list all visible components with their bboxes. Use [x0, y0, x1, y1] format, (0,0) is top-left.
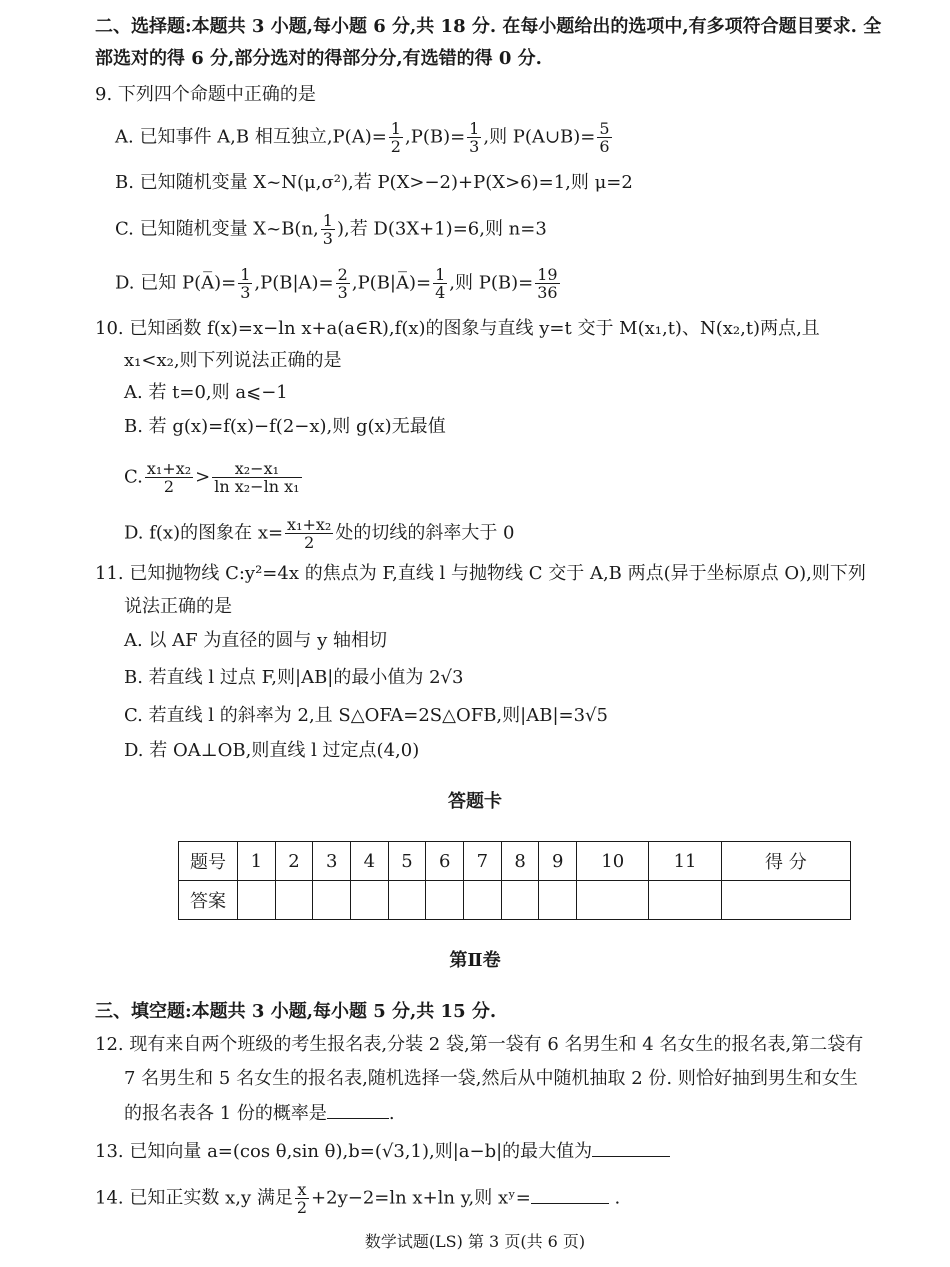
fraction-numerator: 1 [469, 119, 480, 138]
q10-d-text2: 处的切线的斜率大于 0 [335, 522, 515, 544]
answer-cell[interactable] [539, 881, 577, 920]
answer-cell[interactable] [464, 881, 502, 920]
fraction [535, 266, 559, 301]
fraction [321, 212, 335, 247]
q9-option-b: B. 已知随机变量 X~N(μ,σ²),若 P(X>−2)+P(X>6)=1,则 μ=2 [115, 172, 633, 193]
q10-option-c [124, 460, 304, 495]
q9-c-text2: ),若 D(3X+1)=6,则 n=3 [336, 218, 547, 240]
volume2-title: 第Ⅱ卷 [449, 950, 501, 971]
q11-option-c: C. 若直线 l 的斜率为 2,且 S△OFA=2S△OFB,则|AB|=3√5 [124, 705, 608, 726]
fraction [285, 516, 333, 551]
q10-option-b: B. 若 g(x)=f(x)−f(2−x),则 g(x)无最值 [124, 416, 446, 437]
fraction-numerator: 19 [537, 265, 558, 284]
answer-blank[interactable] [592, 1138, 670, 1157]
answer-cell[interactable] [388, 881, 426, 920]
section3-header: 三、填空题:本题共 3 小题,每小题 5 分,共 15 分. [95, 1001, 497, 1022]
table-cell: 5 [388, 842, 426, 881]
answer-cell[interactable] [577, 881, 649, 920]
q12-line2: 7 名男生和 5 名女生的报名表,随机选择一袋,然后从中随机抽取 2 份. 则恰好抽到男生和女生 [124, 1068, 858, 1089]
q11-option-a: A. 以 AF 为直径的圆与 y 轴相切 [124, 630, 387, 651]
fraction-numerator: 5 [599, 119, 610, 138]
fraction [389, 120, 403, 155]
q14 [95, 1181, 620, 1216]
table-cell: 得 分 [721, 842, 850, 881]
q9-option-a [115, 120, 614, 155]
fraction-denominator: 2 [304, 533, 315, 552]
answer-card-table [178, 841, 851, 920]
fraction-numerator: x₁+x₂ [146, 459, 192, 478]
fraction-denominator: 3 [469, 137, 480, 156]
fraction-numerator: 1 [322, 211, 333, 230]
q13 [95, 1138, 670, 1165]
score-cell[interactable] [721, 881, 850, 920]
answer-cell[interactable] [275, 881, 313, 920]
q9-a-text1: A. 已知事件 A,B 相互独立,P(A)= [115, 126, 387, 148]
fraction [295, 1181, 309, 1216]
q10-c-text2: > [195, 466, 211, 488]
fraction [597, 120, 611, 155]
answer-cell[interactable] [238, 881, 276, 920]
fraction-numerator: 1 [435, 265, 446, 284]
fraction [336, 266, 350, 301]
fraction-numerator: 2 [337, 265, 348, 284]
table-cell: 4 [351, 842, 389, 881]
q12-line1: 12. 现有来自两个班级的考生报名表,分装 2 袋,第一袋有 6 名男生和 4 名女生的报名表,第二袋有 [95, 1034, 864, 1055]
fraction [145, 460, 193, 495]
table-cell: 6 [426, 842, 464, 881]
answer-card-header-row [179, 842, 851, 881]
table-cell: 答案 [179, 881, 238, 920]
table-cell: 2 [275, 842, 313, 881]
fraction-numerator: x₁+x₂ [287, 515, 332, 534]
period: . [608, 1187, 621, 1209]
fraction-denominator: 6 [599, 137, 610, 156]
fraction-denominator: 2 [163, 477, 175, 496]
fraction-denominator: 4 [435, 283, 446, 302]
q13-text: 13. 已知向量 a=(cos θ,sin θ),b=(√3,1),则|a−b|的最大值为 [95, 1141, 593, 1162]
fraction-numerator: 1 [390, 119, 401, 138]
q9-option-d [115, 266, 562, 301]
q9-option-c [115, 212, 547, 247]
section2-header-line2: 部选对的得 6 分,部分选对的得部分分,有选错的得 0 分. [95, 48, 542, 69]
period: . [388, 1103, 395, 1124]
q14-text1: 14. 已知正实数 x,y 满足 [95, 1187, 293, 1209]
q12-line3-text: 的报名表各 1 份的概率是 [124, 1103, 327, 1124]
q9-stem: 9. 下列四个命题中正确的是 [95, 84, 316, 105]
q14-text2: +2y−2=ln x+ln y,则 xʸ= [311, 1187, 531, 1209]
q11-option-d: D. 若 OA⊥OB,则直线 l 过定点(4,0) [124, 740, 420, 761]
answer-blank[interactable] [531, 1185, 609, 1204]
q9-a-text3: ,则 P(A∪B)= [483, 126, 596, 148]
page-footer: 数学试题(LS) 第 3 页(共 6 页) [364, 1232, 586, 1251]
q9-d-text1: D. 已知 P(A̅)= [115, 272, 237, 294]
fraction-denominator: 2 [296, 1198, 308, 1217]
q10-c-text1: C. [124, 466, 143, 488]
q9-d-text3: ,P(B|A̅)= [351, 272, 432, 294]
fraction [433, 266, 447, 301]
q9-d-text4: ,则 P(B)= [449, 272, 534, 294]
answer-cell[interactable] [313, 881, 351, 920]
fraction [467, 120, 481, 155]
q12-line3 [124, 1100, 395, 1127]
section2-header-line1: 二、选择题:本题共 3 小题,每小题 6 分,共 18 分. 在每小题给出的选项中,有多项符合题目要求. 全 [95, 16, 882, 37]
answer-card-answer-row [179, 881, 851, 920]
fraction-numerator: x [295, 1181, 309, 1199]
q10-option-a: A. 若 t=0,则 a⩽−1 [124, 382, 288, 403]
q9-a-text2: ,P(B)= [404, 126, 466, 148]
fraction-denominator: 36 [537, 283, 558, 302]
answer-cell[interactable] [351, 881, 389, 920]
q10-stem-line1: 10. 已知函数 f(x)=x−ln x+a(a∈R),f(x)的图象与直线 y=t 交于 M(x₁,t)、N(x₂,t)两点,且 [95, 318, 820, 339]
q10-stem-line2: x₁<x₂,则下列说法正确的是 [124, 350, 342, 371]
q10-option-d [124, 516, 515, 551]
answer-card-title: 答题卡 [448, 791, 502, 812]
fraction-denominator: 3 [240, 283, 251, 302]
answer-cell[interactable] [501, 881, 539, 920]
fraction [238, 266, 252, 301]
table-cell: 10 [577, 842, 649, 881]
table-cell: 11 [649, 842, 721, 881]
fraction-denominator: ln x₂−ln x₁ [214, 477, 300, 496]
table-cell: 8 [501, 842, 539, 881]
answer-cell[interactable] [426, 881, 464, 920]
q11-stem-line1: 11. 已知抛物线 C:y²=4x 的焦点为 F,直线 l 与抛物线 C 交于 A,B 两点(异于坐标原点 O),则下列 [95, 563, 866, 584]
fraction [212, 460, 301, 495]
q11-stem-line2: 说法正确的是 [124, 596, 232, 617]
table-cell: 7 [464, 842, 502, 881]
fraction-denominator: 3 [337, 283, 348, 302]
answer-blank[interactable] [327, 1100, 389, 1119]
table-cell: 题号 [179, 842, 238, 881]
fraction-numerator: 1 [240, 265, 251, 284]
table-cell: 1 [238, 842, 276, 881]
q9-c-text1: C. 已知随机变量 X~B(n, [115, 218, 319, 240]
q9-d-text2: ,P(B|A)= [254, 272, 334, 294]
fraction-numerator: x₂−x₁ [212, 460, 301, 478]
answer-cell[interactable] [649, 881, 721, 920]
q11-option-b: B. 若直线 l 过点 F,则|AB|的最小值为 2√3 [124, 667, 464, 688]
table-cell: 3 [313, 842, 351, 881]
fraction-denominator: 3 [322, 229, 333, 248]
table-cell: 9 [539, 842, 577, 881]
q10-d-text1: D. f(x)的图象在 x= [124, 522, 284, 544]
fraction-denominator: 2 [390, 137, 401, 156]
